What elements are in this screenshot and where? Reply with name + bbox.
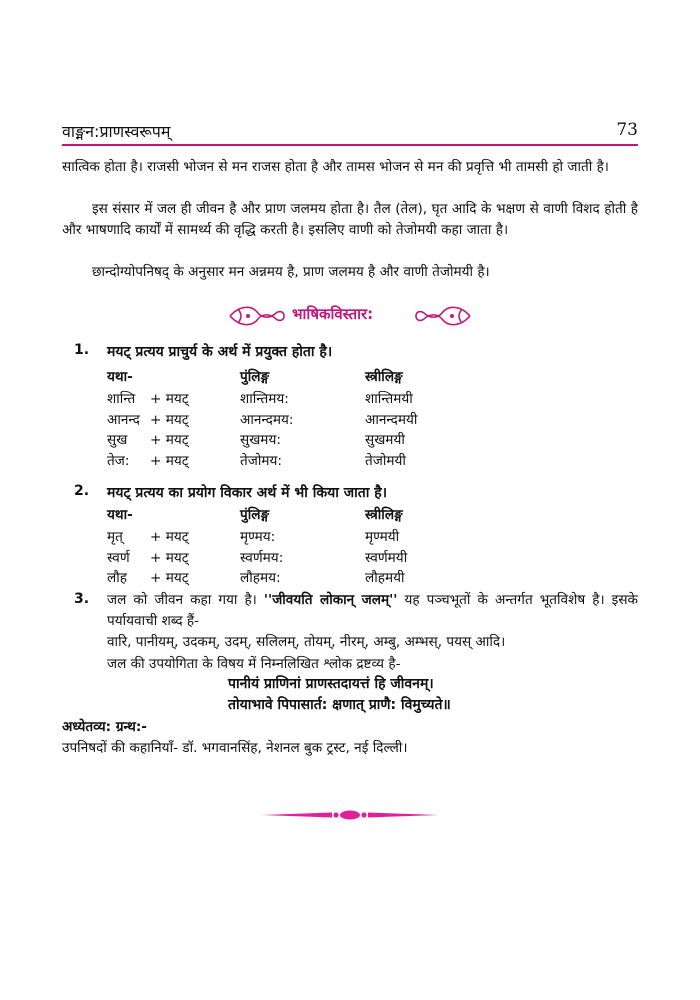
floral-flourish-icon <box>226 301 288 331</box>
table-header-row <box>107 366 467 388</box>
floral-flourish-icon <box>412 301 474 331</box>
item-2-table <box>107 504 467 588</box>
table-header: स्त्रीलिङ्ग <box>365 507 403 523</box>
table-cell: मृत् <box>107 529 123 545</box>
item-2-heading: मयट् प्रत्यय का प्रयोग विकार अर्थ में भी किया जाता है। <box>107 485 388 501</box>
table-row <box>107 526 467 547</box>
item-3-text <box>107 590 638 632</box>
verse-line-2: तोयाभावे पिपासार्त: क्षणात् प्राणै: विमुच्यते॥ <box>228 697 451 713</box>
table-cell: तेजोमय: <box>240 452 282 469</box>
page-number: 73 <box>616 120 638 140</box>
paragraph-2: इस संसार में जल ही जीवन है और प्राण जलमय होता है। तैल (तेल), घृत आदि के भक्षण से वाणी विशद होती है और भाषणादि कार्यों में सामर्थ्य की वृद्धि करती है। इसलिए वाणी को तेजोमयी कहा जाता है। <box>62 201 638 238</box>
table-row <box>107 388 467 409</box>
table-header: पुंलिङ्ग <box>240 369 270 385</box>
item-3-number: 3. <box>74 591 90 607</box>
table-header: यथा- <box>107 369 133 385</box>
item-3-quote: ''जीवयति लोकान् जलम्'' <box>263 592 398 608</box>
table-cell: लौह <box>107 570 127 586</box>
item-1-heading: मयट् प्रत्यय प्राचुर्य के अर्थ में प्रयुक्त होता है। <box>107 344 333 360</box>
section-banner <box>226 300 474 332</box>
paragraph-1: सात्विक होता है। राजसी भोजन से मन राजस होता है और तामस भोजन से मन की प्रवृत्ति भी तामसी हो जाती है। <box>62 159 609 175</box>
item-3-text-before: जल को जीवन कहा गया है। <box>107 592 264 608</box>
table-row <box>107 409 467 430</box>
table-row <box>107 429 467 450</box>
divider-ornament-icon <box>262 807 438 823</box>
table-cell: शान्ति <box>107 391 136 407</box>
table-header: यथा- <box>107 507 133 523</box>
references-heading: अध्येतव्य: ग्रन्थ:- <box>62 719 147 735</box>
item-1-number: 1. <box>74 342 90 358</box>
verse-line-1: पानीयं प्राणिनां प्राणस्तदायत्तं हि जीवनम्। <box>228 676 434 692</box>
table-cell: तेजोमयी <box>365 452 406 469</box>
table-header-row <box>107 504 467 526</box>
table-cell: स्वर्ण <box>107 549 130 566</box>
table-cell: + मयट् <box>150 529 189 545</box>
table-cell: आनन्द <box>107 411 140 428</box>
table-header: पुंलिङ्ग <box>240 507 270 523</box>
table-cell: + मयट् <box>150 432 189 448</box>
table-cell: मृण्मय: <box>240 529 276 545</box>
table-cell: तेज: <box>107 452 130 469</box>
table-row <box>107 547 467 568</box>
table-row <box>107 567 467 588</box>
table-header: स्त्रीलिङ्ग <box>365 369 403 385</box>
references-text: उपनिषदों की कहानियाँ- डॉ. भगवानसिंह, नेशनल बुक ट्रस्ट, नई दिल्ली। <box>62 740 408 756</box>
table-cell: सुखमय: <box>240 432 281 448</box>
table-cell: शान्तिमय: <box>240 391 289 407</box>
table-cell: लौहमय: <box>240 570 281 586</box>
synonyms-line: वारि, पानीयम्, उदकम्, उदम्, सलिलम्, तोयम्, नीरम्, अम्बु, अम्भस्, पयस् आदि। <box>107 634 506 650</box>
table-cell: + मयट् <box>150 570 189 586</box>
paragraph-3: छान्दोग्योपनिषद् के अनुसार मन अन्नमय है, प्राण जलमय है और वाणी तेजोमयी है। <box>92 264 490 280</box>
table-cell: स्वर्णमयी <box>365 549 408 566</box>
table-cell: शान्तिमयी <box>365 391 413 407</box>
table-cell: मृण्मयी <box>365 529 400 545</box>
item-1-table <box>107 366 467 470</box>
table-cell: + मयट् <box>150 391 189 407</box>
table-cell: आनन्दमयी <box>365 411 418 428</box>
table-cell: + मयट् <box>150 411 189 428</box>
table-cell: आनन्दमय: <box>240 411 294 428</box>
table-cell: सुखमयी <box>365 432 405 448</box>
item-2-number: 2. <box>74 483 90 499</box>
table-cell: स्वर्णमय: <box>240 549 284 566</box>
table-cell: लौहमयी <box>365 570 405 586</box>
utility-line: जल की उपयोगिता के विषय में निम्नलिखित श्लोक द्रष्टव्य है- <box>107 656 401 672</box>
table-row <box>107 450 467 471</box>
item-3-text-after: यह पञ्चभूतों के अन्तर्गत भूतविशेष है। इसके पर्यायवाची शब्द हैं- <box>107 592 638 629</box>
table-cell: + मयट् <box>150 549 189 566</box>
chapter-title: वाङ्मन:प्राणस्वरूपम् <box>62 122 171 141</box>
section-title: भाषिकविस्तार: <box>292 305 374 323</box>
table-cell: + मयट् <box>150 452 189 469</box>
table-cell: सुख <box>107 432 128 448</box>
page-header <box>62 120 638 146</box>
